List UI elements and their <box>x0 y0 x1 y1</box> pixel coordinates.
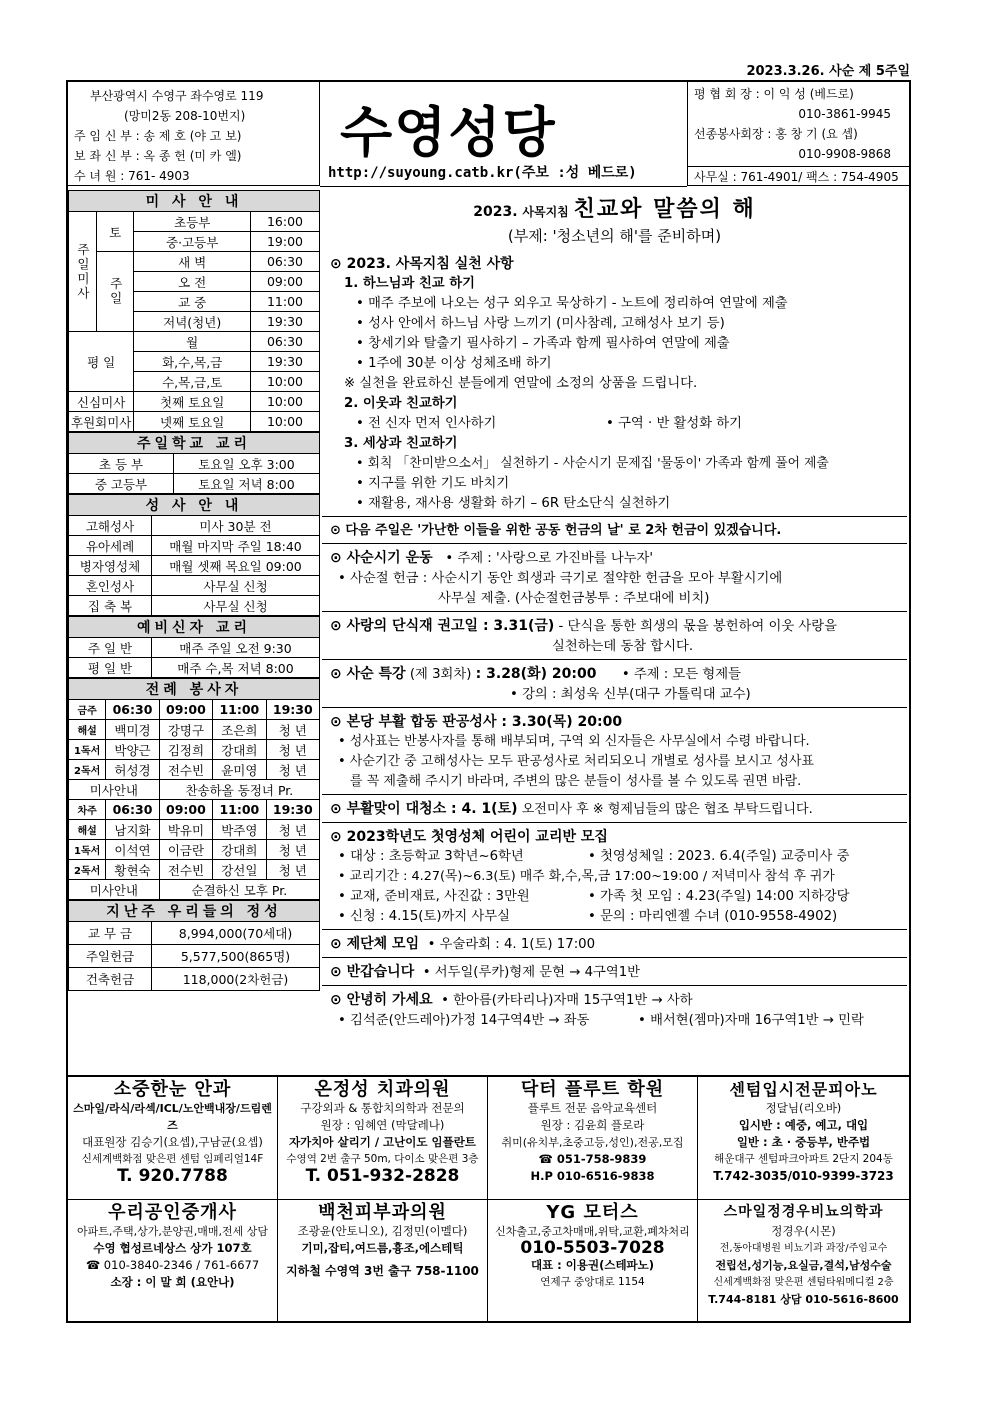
ad-line: 전립선,성기능,요실금,결석,남성수술 <box>715 1259 892 1272</box>
ad-line: 수영역 2번 출구 50m, 다이소 맞은편 3층 <box>286 1153 479 1165</box>
cell: 10:00 <box>251 372 320 392</box>
cell: 첫째 토요일 <box>134 392 251 412</box>
cell: 매월 마지막 주일 18:40 <box>152 536 320 556</box>
cell: 118,000(2차헌금) <box>152 968 320 991</box>
ad-line: 구강외과 & 통합치의학과 전문의 <box>300 1101 465 1115</box>
cell: 2독서 <box>69 760 106 780</box>
cell: 초 등 부 <box>69 454 174 474</box>
notice-text: • 문의 : 마리엔젤 수녀 (010-9558-4902) <box>588 909 838 924</box>
ad-phone: 소장 : 이 말 희 (요안나) <box>110 1275 235 1289</box>
cell: 저녁(청년) <box>134 312 251 332</box>
cell: 청 년 <box>266 720 319 740</box>
notice-text: • 가족 첫 모임 : 4.23(주일) 14:00 지하강당 <box>588 889 850 904</box>
notice-meetings <box>322 929 907 957</box>
cell: 넷째 토요일 <box>134 412 251 432</box>
section-head: 미 사 안 내 <box>69 191 320 212</box>
cell: 토요일 저녁 8:00 <box>174 474 320 494</box>
cell: 금주 <box>69 700 106 720</box>
assistant-pastor: 보 좌 신 부 : 옥 종 헌 (미 카 엘) <box>74 149 242 163</box>
cell: 조은희 <box>213 720 266 740</box>
catechumen-table <box>68 616 320 678</box>
notice-head: ⊙ 제단체 모임 <box>330 936 420 952</box>
cell: 사무실 신청 <box>152 596 320 616</box>
notice-second-collection <box>322 516 907 543</box>
notice-text: • 성사표는 반봉사자를 통해 배부되며, 구역 외 신자들은 사무실에서 수령 바랍니다. <box>338 734 810 749</box>
cell: 새 벽 <box>134 252 251 272</box>
cell: 1독서 <box>69 840 106 860</box>
sacrament-table <box>68 494 320 616</box>
weekday-label: 평 일 <box>69 332 134 392</box>
cell: 강대희 <box>213 740 266 760</box>
section-head: 지난주 우리들의 정성 <box>69 901 320 922</box>
notice-head: ⊙ 사순시기 운동 <box>330 550 433 566</box>
cell: 차주 <box>69 800 106 820</box>
notice-text: • 주제 : 모든 형제들 <box>621 667 741 682</box>
cell: 초등부 <box>134 212 251 232</box>
ad-line: ☎ 010-3840-2346 / 761-6677 <box>85 1258 260 1272</box>
cell: 청 년 <box>266 860 319 880</box>
ad-line: ☎ 051-758-9839 <box>538 1152 647 1166</box>
cell: 윤미영 <box>213 760 266 780</box>
cell: 오 전 <box>134 272 251 292</box>
cell: 11:00 <box>251 292 320 312</box>
servers-table <box>68 678 320 900</box>
cell: 건축헌금 <box>69 968 152 991</box>
cell: 06:30 <box>251 332 320 352</box>
sun-label: 주일 <box>96 252 134 332</box>
subhead: 1. 하느님과 친교 하기 <box>344 276 475 291</box>
notice-text: • 첫영성체일 : 2023. 6.4(주일) 교중미사 중 <box>588 849 850 864</box>
mass-table <box>68 190 320 432</box>
cell: 중·고등부 <box>134 232 251 252</box>
ad-phone: T. 051-932-2828 <box>305 1166 460 1186</box>
cell: 미사 30분 전 <box>152 516 320 536</box>
sunday-school-table <box>68 432 320 494</box>
notice-confession <box>322 707 907 794</box>
section-head: 전례 봉사자 <box>69 679 320 700</box>
cell: 김정희 <box>159 740 212 760</box>
cell: 화,수,목,금 <box>134 352 251 372</box>
cell: 11:00 <box>213 800 266 820</box>
bullet: • 회칙 「찬미받으소서」 실천하기 - 사순시기 문제집 '물동이' 가족과 함께 풀어 제출 <box>356 456 829 471</box>
notice-head: ⊙ 2023학년도 첫영성체 어린이 교리반 모집 <box>330 829 608 845</box>
cell: 중 고등부 <box>69 474 174 494</box>
notice-text: • 대상 : 초등학교 3학년~6학년 <box>338 849 524 864</box>
cell: 허성경 <box>106 760 159 780</box>
ad-line: 원장 : 김윤희 플로라 <box>540 1118 645 1132</box>
cell: 8,994,000(70세대) <box>152 922 320 945</box>
notice-text: • 우술라회 : 4. 1(토) 17:00 <box>427 937 596 952</box>
title-small: 사목지침 <box>522 205 569 219</box>
ad-line: 자가치아 살리기 / 고난이도 임플란트 <box>289 1135 476 1149</box>
mission-chair: 선종봉사회장 : 홍 창 기 (요 셉) <box>694 127 858 141</box>
cell: 19:30 <box>266 700 319 720</box>
cell: 매월 셋째 목요일 09:00 <box>152 556 320 576</box>
bullet: • 구역 · 반 활성화 하기 <box>606 416 742 431</box>
ad-line: 010-5503-7028 <box>520 1238 665 1258</box>
sunday-mass-label: 주일미사 <box>69 212 97 332</box>
ad-name: 닥터 플루트 학원 <box>520 1079 665 1100</box>
cell: 09:00 <box>251 272 320 292</box>
left-schedule-column <box>68 190 320 991</box>
cell: 백미경 <box>106 720 159 740</box>
ad-line: 신세계백화점 맞은편 센텀 임페리얼14F <box>81 1153 264 1165</box>
cell: 교 무 금 <box>69 922 152 945</box>
cell: 고해성사 <box>69 516 152 536</box>
notice-head: ⊙ 안녕히 가세요 <box>330 992 433 1008</box>
cell: 청 년 <box>266 740 319 760</box>
page-title <box>322 197 907 222</box>
cell: 월 <box>134 332 251 352</box>
cell: 토요일 오후 3:00 <box>174 454 320 474</box>
notice-text: • 배서현(젬마)자매 16구역1반 → 민락 <box>638 1013 864 1028</box>
section-head: 예비신자 교리 <box>69 617 320 638</box>
notice-text: • 사순절 헌금 : 사순시기 동안 희생과 극기로 절약한 헌금을 모아 부활시기에 <box>338 571 783 586</box>
ad-line: 입시반 : 예중, 예고, 대입 <box>738 1118 869 1132</box>
notice-first-communion <box>322 822 907 929</box>
ad-flute-academy <box>488 1077 698 1200</box>
cell: 수,목,금,토 <box>134 372 251 392</box>
contacts <box>687 82 909 186</box>
notice-head: ⊙ 2023. 사목지침 실천 사항 <box>330 256 514 272</box>
ad-line: 일반 : 초 · 중등부, 반주법 <box>736 1135 871 1149</box>
cell: 전수빈 <box>159 760 212 780</box>
address-line: 부산광역시 수영구 좌수영로 119 <box>90 89 264 103</box>
ad-piano-academy <box>698 1077 909 1200</box>
bullet: • 창세기와 탈출기 필사하기 – 가족과 함께 필사하여 연말에 제출 <box>356 336 730 351</box>
notice-text: • 사순기간 중 고해성사는 모두 판공성사로 처리되오니 개별로 성사를 보시고 성사표 <box>338 754 814 769</box>
cell: 주 일 반 <box>69 638 152 658</box>
ad-phone: T.742-3035/010-9399-3723 <box>713 1169 894 1183</box>
cell: 평 일 반 <box>69 658 152 678</box>
cell: 매주 수,목 저녁 8:00 <box>152 658 320 678</box>
ad-line: 대표 : 이용권(스테파노) <box>530 1258 655 1272</box>
ad-line: 플루트 전문 음악교육센터 <box>527 1101 658 1115</box>
ad-phone: T. 920.7788 <box>117 1166 228 1186</box>
bullet: • 재활용, 재사용 생활화 하기 – 6R 탄소단식 실천하기 <box>356 496 671 511</box>
cell: 강대희 <box>213 840 266 860</box>
notice-text: • 주제 : '사랑으로 가진바를 나누자' <box>445 551 654 566</box>
cell: 해설 <box>69 820 106 840</box>
ad-line: 정경우(시몬) <box>771 1224 836 1238</box>
notice-text: 실천하는데 동참 합시다. <box>552 639 694 654</box>
ad-eye-clinic <box>68 1077 278 1200</box>
notice-text: - 단식을 통한 희생의 몫을 봉헌하여 이웃 사랑을 <box>558 619 837 634</box>
ad-line: 취미(유치부,초중고등,성인),전공,모집 <box>501 1136 684 1149</box>
cell: 미사안내 <box>69 780 160 800</box>
cell: 해설 <box>69 720 106 740</box>
ad-line: 스마일/라식/라섹/ICL/노안백내장/드림렌즈 <box>73 1102 272 1132</box>
ad-name: 센텀입시전문피아노 <box>729 1080 878 1099</box>
website-link[interactable]: http://suyoung.catb.kr(주보 :성 베드로) <box>328 165 637 181</box>
notice-text: (제 3회차) <box>409 667 472 682</box>
cell: 순결하신 모후 Pr. <box>159 880 319 900</box>
notice-head: ⊙ 부활맞이 대청소 : 4. 1(토) <box>330 801 518 817</box>
ad-line: 전,동아대병원 비뇨기과 과장/주임교수 <box>719 1243 888 1254</box>
notice-farewell <box>322 985 907 1033</box>
bullet: • 전 신자 먼저 인사하기 <box>356 416 497 431</box>
notice-lent-campaign <box>322 543 907 611</box>
ad-name: 스마일정경우비뇨의학과 <box>723 1204 884 1220</box>
notice-head: ⊙ 사랑의 단식재 권고일 : 3.31(금) <box>330 618 555 634</box>
cell: 후원회미사 <box>69 412 134 432</box>
section-head: 성 사 안 내 <box>69 495 320 516</box>
ad-name: 우리공인중개사 <box>108 1202 237 1223</box>
bulletin-date: 2023.3.26. 사순 제 5주일 <box>746 64 910 79</box>
ad-urology <box>698 1200 909 1323</box>
pastor: 주 임 신 부 : 송 제 호 (야 고 보) <box>74 129 242 143</box>
cell: 청 년 <box>266 820 319 840</box>
subtitle: (부제: '청소년의 해'를 준비하며) <box>507 227 722 245</box>
council-chair: 평 협 회 장 : 이 익 성 (베드로) <box>694 87 854 101</box>
cell: 황현숙 <box>106 860 159 880</box>
cell: 06:30 <box>251 252 320 272</box>
cell: 병자영성체 <box>69 556 152 576</box>
title-main: 친교와 말씀의 해 <box>573 197 756 222</box>
notice-head: ⊙ 반갑습니다 <box>330 964 415 980</box>
title-year: 2023. <box>473 204 518 220</box>
ad-realtor <box>68 1200 278 1323</box>
bullet: • 성사 안에서 하느님 사랑 느끼기 (미사참례, 고해성사 보기 등) <box>356 316 725 331</box>
notice-head: ⊙ 사순 특강 <box>330 666 406 682</box>
ad-dermatology <box>278 1200 488 1323</box>
offerings-table <box>68 900 320 991</box>
cell: 19:30 <box>251 312 320 332</box>
cell: 19:00 <box>251 232 320 252</box>
notice-cleaning <box>322 794 907 822</box>
ad-line: 해운대구 센텀파크아파트 2단지 204동 <box>714 1153 893 1165</box>
notice-head: ⊙ 다음 주일은 '가난한 이들을 위한 공동 헌금의 날' 로 2차 헌금이 있겠습니다. <box>330 523 782 538</box>
cell: 강선일 <box>213 860 266 880</box>
ad-name: 백천피부과의원 <box>318 1202 447 1223</box>
ad-name: 온정성 치과의원 <box>314 1079 451 1100</box>
ad-line: 수영 협성르네상스 상가 107호 <box>93 1241 252 1255</box>
cell: 청 년 <box>266 760 319 780</box>
ads-section <box>68 1075 909 1323</box>
notice-text: • 한아름(카타리나)자매 15구역1반 → 사하 <box>441 993 693 1008</box>
notice-guidelines <box>322 250 907 516</box>
notice-text: • 교리기간 : 4.27(목)~6.3(토) 매주 화,수,목,금 17:00~19:00 / 저녁미사 참석 후 귀가 <box>338 869 835 884</box>
ad-line: 아파트,주택,상가,분양권,매매,전세 상담 <box>77 1225 268 1238</box>
notice-text: : 3.28(화) 20:00 <box>475 666 597 682</box>
mission-phone: 010-9908-9868 <box>798 147 891 161</box>
cell: 신심미사 <box>69 392 134 412</box>
notice-welcome <box>322 957 907 985</box>
address-line-2: (망미2동 208-10번지) <box>124 109 246 123</box>
notice-text: 사무실 제출. (사순절헌금봉투 : 주보대에 비치) <box>438 591 710 606</box>
cell: 유아세례 <box>69 536 152 556</box>
cell: 남지화 <box>106 820 159 840</box>
notice-text: • 김석준(안드레아)가정 14구역4반 → 좌동 <box>338 1013 590 1028</box>
subhead: 2. 이웃과 친교하기 <box>344 396 458 411</box>
cell: 09:00 <box>159 800 212 820</box>
cell: 사무실 신청 <box>152 576 320 596</box>
notice-text: • 신청 : 4.15(토)까지 사무실 <box>338 909 510 924</box>
cell: 19:30 <box>266 800 319 820</box>
cell: 이금란 <box>159 840 212 860</box>
cell: 교 중 <box>134 292 251 312</box>
ad-name: YG 모터스 <box>546 1202 639 1223</box>
council-phone: 010-3861-9945 <box>798 107 891 121</box>
parish-info <box>68 82 320 186</box>
notice-text: 오전미사 후 ※ 형제님들의 많은 협조 부탁드립니다. <box>521 802 813 817</box>
cell: 박주영 <box>213 820 266 840</box>
ad-line: 신차출고,중고차매매,위탁,교환,폐차처리 <box>495 1225 690 1238</box>
cell: 2독서 <box>69 860 106 880</box>
cell: 이석연 <box>106 840 159 860</box>
ad-dental-clinic <box>278 1077 488 1200</box>
ad-phone: T.744-8181 상담 010-5616-8600 <box>708 1293 899 1306</box>
ad-motors <box>488 1200 698 1323</box>
cell: 11:00 <box>213 700 266 720</box>
ad-line: 신세계백화점 맞은편 센텀타워메디컬 2층 <box>713 1277 894 1288</box>
ad-line: 정달님(리오바) <box>765 1101 842 1115</box>
ad-line: 조광윤(안토니오), 김정민(이멜다) <box>297 1224 468 1238</box>
cell: 혼인성사 <box>69 576 152 596</box>
cell: 19:30 <box>251 352 320 372</box>
ad-name: 소중한눈 안과 <box>113 1079 232 1100</box>
ad-line: 원장 : 임혜연 (막달레나) <box>320 1118 445 1132</box>
cell: 미사안내 <box>69 880 160 900</box>
masthead <box>320 82 687 187</box>
cell: 06:30 <box>106 700 159 720</box>
ad-phone: 지하철 수영역 3번 출구 758-1100 <box>286 1264 479 1278</box>
notice-head: ⊙ 본당 부활 합동 판공성사 : 3.30(목) 20:00 <box>330 714 623 730</box>
notice-lecture <box>322 659 907 707</box>
cell: 집 축 복 <box>69 596 152 616</box>
cell: 09:00 <box>159 700 212 720</box>
sat-label: 토 <box>96 212 134 252</box>
cell: 박유미 <box>159 820 212 840</box>
ad-line: 기미,잡티,여드름,흉조,에스테틱 <box>301 1241 464 1255</box>
subhead: 3. 세상과 친교하기 <box>344 436 458 451</box>
parish-logo: 수영성당 <box>340 101 557 164</box>
cell: 찬송하올 동정녀 Pr. <box>159 780 319 800</box>
bullet: • 매주 주보에 나오는 성구 외우고 묵상하기 - 노트에 정리하여 연말에 제출 <box>356 296 788 311</box>
cell: 10:00 <box>251 412 320 432</box>
office-phone: 사무실 : 761-4901/ 팩스 : 754-4905 <box>688 166 909 187</box>
note: ※ 실천을 완료하신 분들에게 연말에 소정의 상품을 드립니다. <box>344 376 698 391</box>
cell: 매주 주일 오전 9:30 <box>152 638 320 658</box>
convent: 수 녀 원 : 761- 4903 <box>74 169 190 183</box>
bullet: • 1주에 30분 이상 성체조배 하기 <box>356 356 552 371</box>
notice-fasting <box>322 611 907 659</box>
ad-line: 대표원장 김승기(요셉),구남균(요셉) <box>82 1135 263 1149</box>
section-head: 주일학교 교리 <box>69 433 320 454</box>
notice-text: • 강의 : 최성욱 신부(대구 가톨릭대 교수) <box>510 687 751 702</box>
ad-phone: 연제구 중앙대로 1154 <box>540 1276 645 1288</box>
ad-phone: H.P 010-6516-9838 <box>530 1169 655 1183</box>
cell: 박양근 <box>106 740 159 760</box>
notice-text: 를 꼭 제출해 주시기 바라며, 주변의 많은 분들이 성사를 볼 수 있도록 권면 바람. <box>350 774 802 789</box>
announcements <box>322 190 907 1070</box>
cell: 5,577,500(865명) <box>152 945 320 968</box>
cell: 10:00 <box>251 392 320 412</box>
cell: 강명구 <box>159 720 212 740</box>
notice-text: • 서두일(루카)형제 문현 → 4구역1반 <box>422 965 641 980</box>
cell: 전수빈 <box>159 860 212 880</box>
bullet: • 지구를 위한 기도 바치기 <box>356 476 510 491</box>
cell: 청 년 <box>266 840 319 860</box>
cell: 주일헌금 <box>69 945 152 968</box>
cell: 16:00 <box>251 212 320 232</box>
cell: 1독서 <box>69 740 106 760</box>
notice-text: • 교재, 준비재료, 사진값 : 3만원 <box>338 889 530 904</box>
cell: 06:30 <box>106 800 159 820</box>
